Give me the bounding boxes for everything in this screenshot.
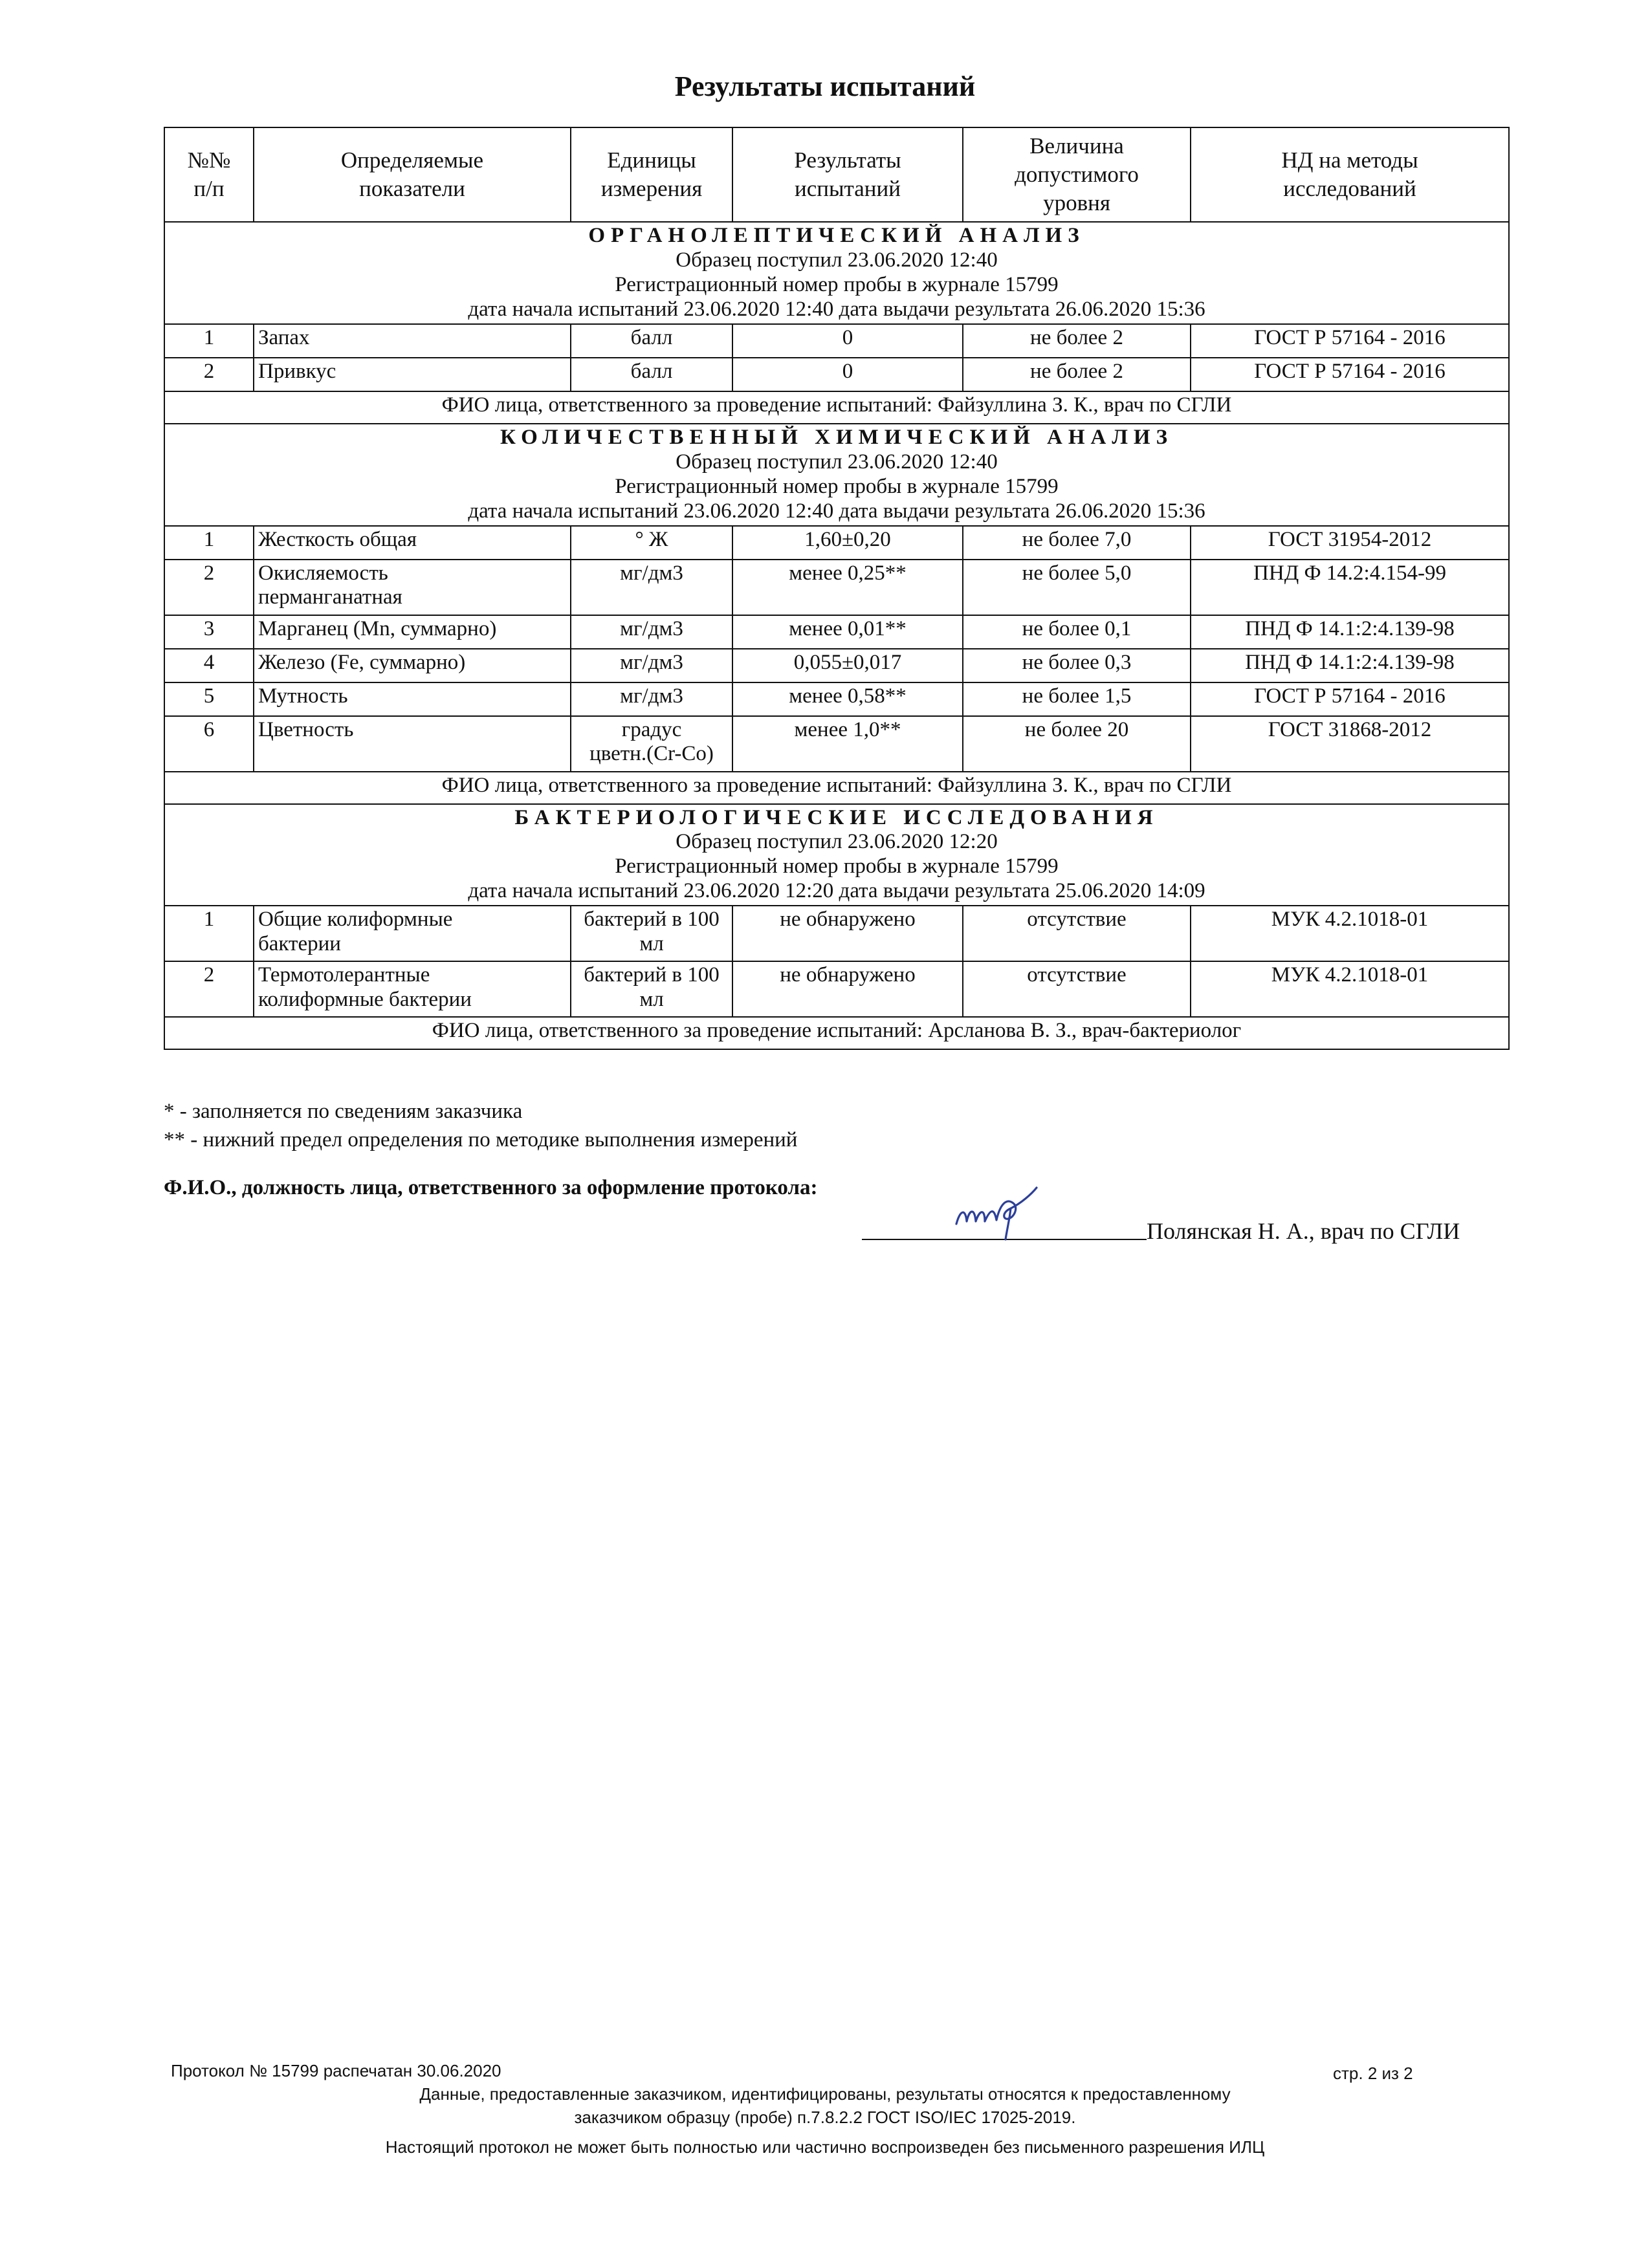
row-indicator: Марганец (Mn, суммарно) (254, 615, 571, 649)
header-method: НД на методы исследований (1191, 127, 1509, 222)
section-title: КОЛИЧЕСТВЕННЫЙ ХИМИЧЕСКИЙ АНАЛИЗ (500, 425, 1174, 449)
table-row (164, 649, 1509, 682)
row-number: 1 (164, 324, 254, 358)
sample-received: Образец поступил 23.06.2020 12:40 (676, 450, 998, 474)
row-indicator: Цветность (254, 716, 571, 772)
row-units: ° Ж (571, 526, 732, 560)
header-units: Единицы измерения (571, 127, 732, 222)
header-number: №№ п/п (164, 127, 254, 222)
row-indicator: Мутность (254, 682, 571, 716)
section-info (164, 804, 1509, 906)
row-allowed-level: не более 7,0 (963, 526, 1191, 560)
responsible-person: ФИО лица, ответственного за проведение испытаний: Арсланова В. З., врач-бактериолог (164, 1017, 1509, 1049)
row-method: ГОСТ 31868-2012 (1191, 716, 1509, 772)
table-row (164, 324, 1509, 358)
row-allowed-level: не более 2 (963, 358, 1191, 391)
row-indicator: Запах (254, 324, 571, 358)
row-method: ГОСТ 31954-2012 (1191, 526, 1509, 560)
responsible-person: ФИО лица, ответственного за проведение испытаний: Файзуллина З. К., врач по СГЛИ (164, 391, 1509, 424)
note-customer: * - заполняется по сведениям заказчика (164, 1100, 523, 1123)
table-row (164, 615, 1509, 649)
row-result: не обнаружено (732, 906, 963, 961)
row-result: 0,055±0,017 (732, 649, 963, 682)
row-allowed-level: не более 20 (963, 716, 1191, 772)
section-title: ОРГАНОЛЕПТИЧЕСКИЙ АНАЛИЗ (588, 224, 1085, 247)
section-header-row (164, 804, 1509, 906)
registration-number: Регистрационный номер пробы в журнале 15799 (615, 474, 1059, 498)
section-info (164, 424, 1509, 526)
row-number: 2 (164, 560, 254, 615)
footer-page-number: стр. 2 из 2 (1333, 2064, 1413, 2083)
test-dates: дата начала испытаний 23.06.2020 12:40 дата выдачи результата 26.06.2020 15:36 (468, 297, 1205, 321)
header-indicator: Определяемые показатели (254, 127, 571, 222)
row-units: мг/дм3 (571, 649, 732, 682)
table-row (164, 961, 1509, 1017)
row-units: мг/дм3 (571, 682, 732, 716)
responsible-row (164, 772, 1509, 804)
row-method: ПНД Ф 14.2:4.154-99 (1191, 560, 1509, 615)
row-method: ГОСТ Р 57164 - 2016 (1191, 358, 1509, 391)
row-allowed-level: не более 0,3 (963, 649, 1191, 682)
signer-name: Полянская Н. А., врач по СГЛИ (1147, 1218, 1460, 1244)
row-method: МУК 4.2.1018-01 (1191, 906, 1509, 961)
row-allowed-level: не более 5,0 (963, 560, 1191, 615)
row-units: бактерий в 100 мл (571, 906, 732, 961)
row-units: мг/дм3 (571, 560, 732, 615)
row-result: менее 0,58** (732, 682, 963, 716)
footer-line-2: заказчиком образцу (пробе) п.7.8.2.2 ГОСТ ISO/IEC 17025-2019. (574, 2108, 1076, 2127)
responsible-person: ФИО лица, ответственного за проведение испытаний: Файзуллина З. К., врач по СГЛИ (164, 772, 1509, 804)
section-title: БАКТЕРИОЛОГИЧЕСКИЕ ИССЛЕДОВАНИЯ (514, 805, 1159, 829)
footer-line-1: Данные, предоставленные заказчиком, идентифицированы, результаты относятся к предоставленному (419, 2084, 1231, 2104)
row-allowed-level: отсутствие (963, 961, 1191, 1017)
responsible-label: Ф.И.О., должность лица, ответственного за оформление протокола: (164, 1176, 818, 1199)
row-number: 2 (164, 961, 254, 1017)
row-indicator: Термотолерантные колиформные бактерии (254, 961, 571, 1017)
note-detection-limit: ** - нижний предел определения по методике выполнения измерений (164, 1128, 798, 1151)
row-result: 1,60±0,20 (732, 526, 963, 560)
registration-number: Регистрационный номер пробы в журнале 15799 (615, 272, 1059, 296)
test-dates: дата начала испытаний 23.06.2020 12:20 дата выдачи результата 25.06.2020 14:09 (468, 879, 1205, 903)
row-indicator: Привкус (254, 358, 571, 391)
section-header-row (164, 222, 1509, 324)
document-title: Результаты испытаний (674, 71, 976, 102)
handwritten-signature (951, 1184, 1061, 1242)
row-units: мг/дм3 (571, 615, 732, 649)
row-allowed-level: не более 0,1 (963, 615, 1191, 649)
table-row (164, 682, 1509, 716)
row-number: 6 (164, 716, 254, 772)
row-number: 1 (164, 906, 254, 961)
row-method: ГОСТ Р 57164 - 2016 (1191, 324, 1509, 358)
header-allowed-level: Величина допустимого уровня (963, 127, 1191, 222)
table-header-row (164, 127, 1509, 222)
test-dates: дата начала испытаний 23.06.2020 12:40 дата выдачи результата 26.06.2020 15:36 (468, 499, 1205, 523)
row-method: ГОСТ Р 57164 - 2016 (1191, 682, 1509, 716)
row-result: 0 (732, 324, 963, 358)
row-units: бактерий в 100 мл (571, 961, 732, 1017)
row-units: балл (571, 358, 732, 391)
row-units: балл (571, 324, 732, 358)
section-info (164, 222, 1509, 324)
row-indicator: Окисляемость перманганатная (254, 560, 571, 615)
sample-received: Образец поступил 23.06.2020 12:20 (676, 830, 998, 854)
row-number: 1 (164, 526, 254, 560)
row-result: менее 1,0** (732, 716, 963, 772)
row-number: 4 (164, 649, 254, 682)
row-allowed-level: отсутствие (963, 906, 1191, 961)
row-indicator: Жесткость общая (254, 526, 571, 560)
row-result: не обнаружено (732, 961, 963, 1017)
responsible-row (164, 391, 1509, 424)
row-units: градус цветн.(Cr-Co) (571, 716, 732, 772)
row-method: МУК 4.2.1018-01 (1191, 961, 1509, 1017)
sample-received: Образец поступил 23.06.2020 12:40 (676, 248, 998, 272)
table-row (164, 358, 1509, 391)
responsible-row (164, 1017, 1509, 1049)
row-number: 5 (164, 682, 254, 716)
row-result: 0 (732, 358, 963, 391)
row-result: менее 0,01** (732, 615, 963, 649)
row-allowed-level: не более 1,5 (963, 682, 1191, 716)
header-results: Результаты испытаний (732, 127, 963, 222)
table-row (164, 906, 1509, 961)
table-row (164, 526, 1509, 560)
footer-line-3: Настоящий протокол не может быть полностью или частично воспроизведен без письменного разрешения ИЛЦ (385, 2137, 1265, 2157)
row-indicator: Общие колиформные бактерии (254, 906, 571, 961)
row-number: 3 (164, 615, 254, 649)
results-table (164, 127, 1510, 1050)
registration-number: Регистрационный номер пробы в журнале 15799 (615, 855, 1059, 878)
row-allowed-level: не более 2 (963, 324, 1191, 358)
table-row (164, 560, 1509, 615)
section-header-row (164, 424, 1509, 526)
footer-protocol: Протокол № 15799 распечатан 30.06.2020 (171, 2061, 501, 2080)
row-method: ПНД Ф 14.1:2:4.139-98 (1191, 615, 1509, 649)
row-number: 2 (164, 358, 254, 391)
row-indicator: Железо (Fe, суммарно) (254, 649, 571, 682)
table-row (164, 716, 1509, 772)
row-method: ПНД Ф 14.1:2:4.139-98 (1191, 649, 1509, 682)
row-result: менее 0,25** (732, 560, 963, 615)
